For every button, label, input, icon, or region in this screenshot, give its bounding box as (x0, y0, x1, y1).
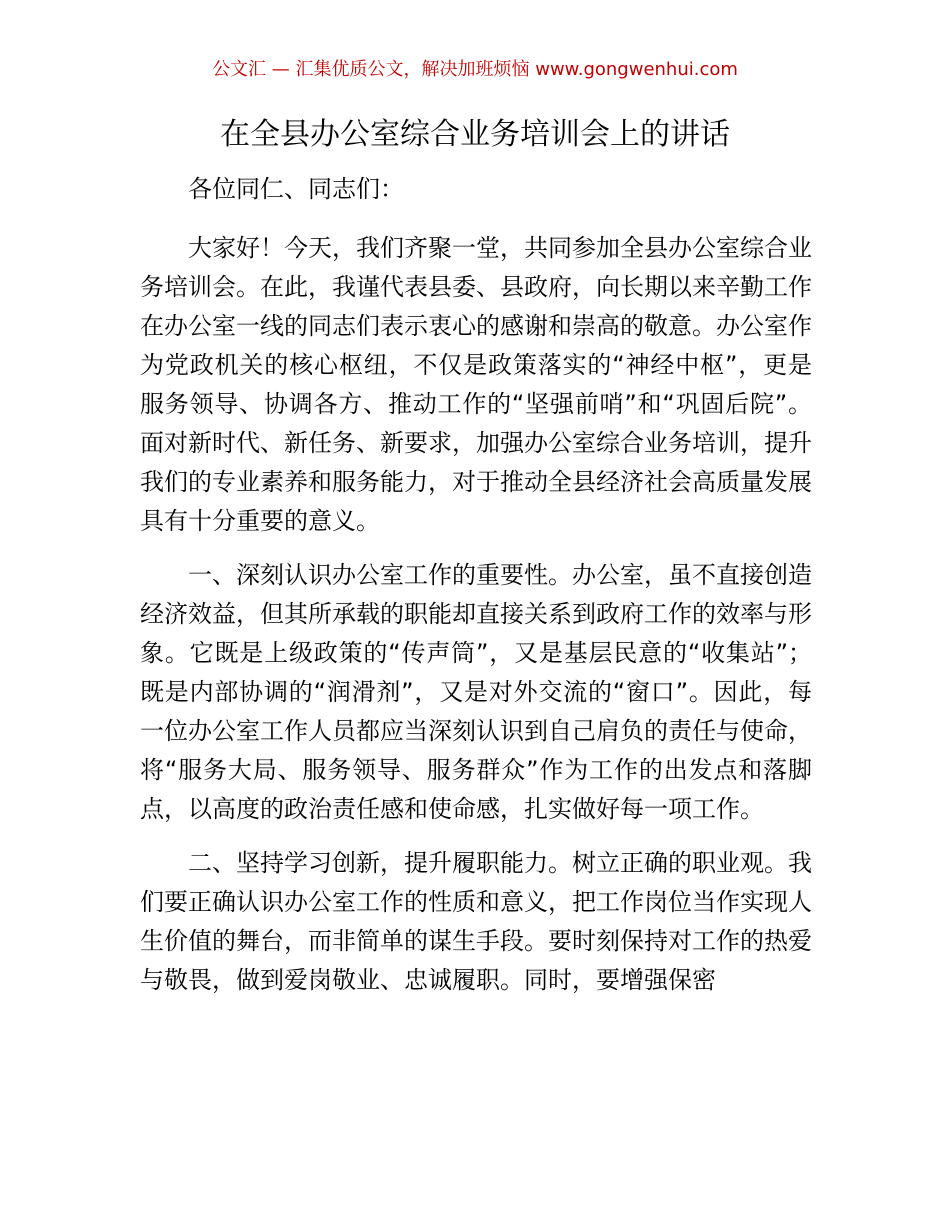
document-title: 在全县办公室综合业务培训会上的讲话 (220, 117, 730, 152)
paragraph-section-one: 一、深刻认识办公室工作的重要性。办公室，虽不直接创造经济效益，但其所承载的职能却直接关系到政府工作的效率与形象。它既是上级政策的“传声筒”，又是基层民意的“收集站”；既是内部协调的“润滑剂”，又是对外交流的“窗口”。因此，每一位办公室工作人员都应当深刻认识到自己肩负的责任与使命，将“服务大局、服务领导、服务群众”作为工作的出发点和落脚点，以高度的政治责任感和使命感，扎实做好每一项工作。 (140, 561, 812, 823)
header-banner[interactable]: 公文汇 — 汇集优质公文，解决加班烦恼 www.gongwenhui.com (212, 59, 738, 80)
document-body (140, 170, 812, 1015)
paragraph-section-two: 二、坚持学习创新，提升履职能力。树立正确的职业观。我们要正确认识办公室工作的性质和意义，把工作岗位当作实现人生价值的舞台，而非简单的谋生手段。要时刻保持对工作的热爱与敬畏，做到爱岗敬业、忠诚履职。同时，要增强保密 (140, 849, 812, 994)
salutation: 各位同仁、同志们： (188, 175, 404, 203)
paragraph-intro: 大家好！今天，我们齐聚一堂，共同参加全县办公室综合业务培训会。在此，我谨代表县委、县政府，向长期以来辛勤工作在办公室一线的同志们表示衷心的感谢和崇高的敬意。办公室作为党政机关的核心枢纽，不仅是政策落实的“神经中枢”，更是服务领导、协调各方、推动工作的“坚强前哨”和“巩固后院”。面对新时代、新任务、新要求，加强办公室综合业务培训，提升我们的专业素养和服务能力，对于推动全县经济社会高质量发展具有十分重要的意义。 (140, 234, 812, 535)
